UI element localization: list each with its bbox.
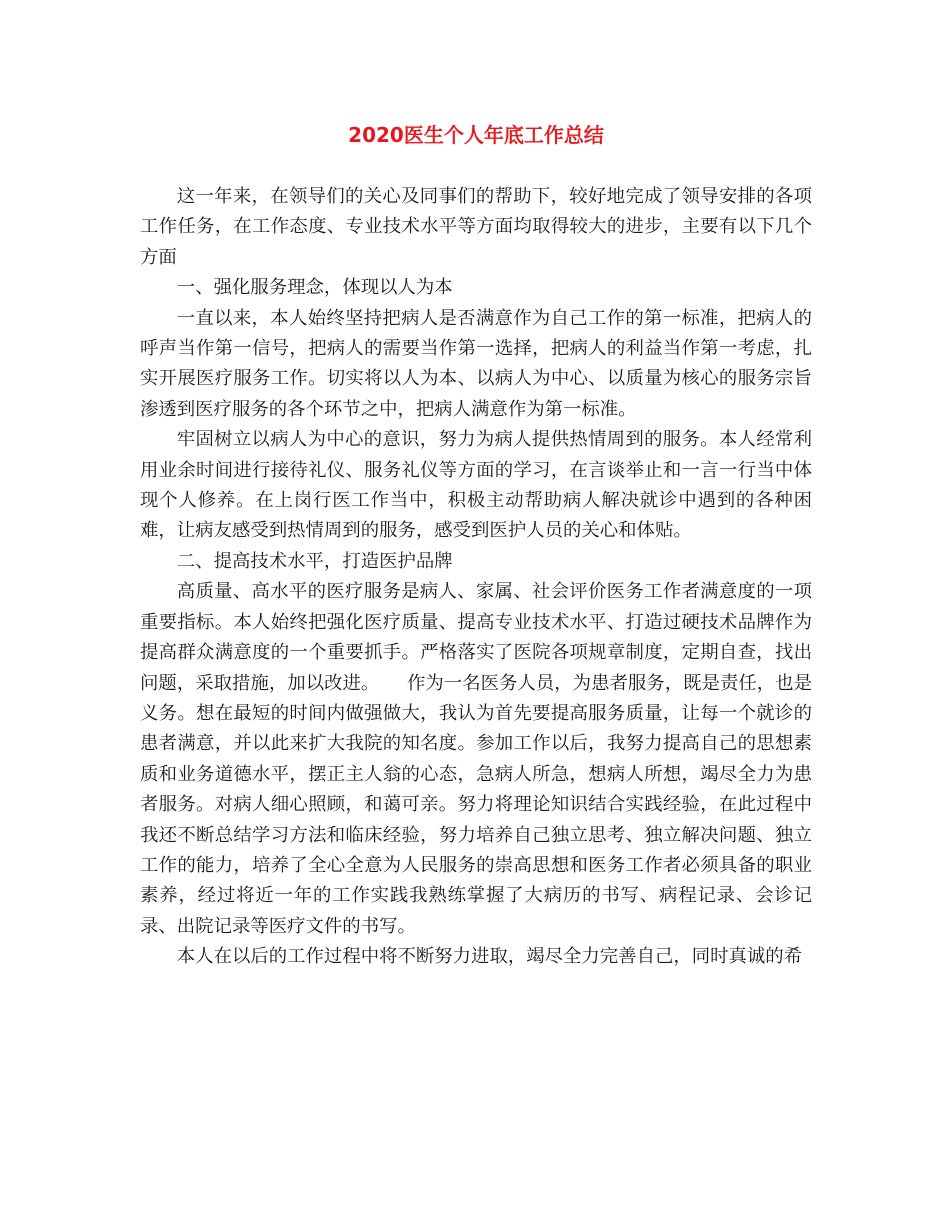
paragraph-intro: 这一年来，在领导们的关心及同事们的帮助下，较好地完成了领导安排的各项工作任务，在工作态度、专业技术水平等方面均取得较大的进步，主要有以下几个方面 [140,186,812,268]
section-heading-1: 一、强化服务理念，体现以人为本 [176,277,453,299]
paragraph-3: 高质量、高水平的医疗服务是病人、家属、社会评价医务工作者满意度的一项重要指标。本人始终把强化医疗质量、提高专业技术水平、打造过硬技术品牌作为提高群众满意度的一个重要抓手。严格落实了医院各项规章制度，定期自查，找出问题，采取措施，加以改进。 作为一名医务人员，为患者服务，既是责任，也是义务。想在最短的时间内做强做大，我认为首先要提高服务质量，让每一个就诊的患者满意，并以此来扩大我院的知名度。参加工作以后，我努力提高自己的思想素质和业务道德水平，摆正主人翁的心态，急病人所急，想病人所想，竭尽全力为患者服务。对病人细心照顾，和蔼可亲。努力将理论知识结合实践经验，在此过程中我还不断总结学习方法和临床经验，努力培养自己独立思考、独立解决问题、独立工作的能力，培养了全心全意为人民服务的崇高思想和医务工作者必须具备的职业素养，经过将近一年的工作实践我熟练掌握了大病历的书写、病程记录、会诊记录、出院记录等医疗文件的书写。 [140,581,812,937]
document-page [140,118,812,973]
section-heading-2: 二、提高技术水平，打造医护品牌 [176,550,453,572]
paragraph-2: 牢固树立以病人为中心的意识，努力为病人提供热情周到的服务。本人经常利用业余时间进行接待礼仪、服务礼仪等方面的学习，在言谈举止和一言一行当中体现个人修养。在上岗行医工作当中，积极主动帮助病人解决就诊中遇到的各种困难，让病友感受到热情周到的服务，感受到医护人员的关心和体贴。 [140,429,812,542]
paragraph-4: 本人在以后的工作过程中将不断努力进取，竭尽全力完善自己，同时真诚的希 [176,946,803,968]
paragraph-1: 一直以来，本人始终坚持把病人是否满意作为自己工作的第一标准，把病人的呼声当作第一信号，把病人的需要当作第一选择，把病人的利益当作第一考虑，扎实开展医疗服务工作。切实将以人为本、以病人为中心、以质量为核心的服务宗旨渗透到医疗服务的各个环节之中，把病人满意作为第一标准。 [140,307,812,420]
document-title: 2020医生个人年底工作总结 [348,123,604,147]
